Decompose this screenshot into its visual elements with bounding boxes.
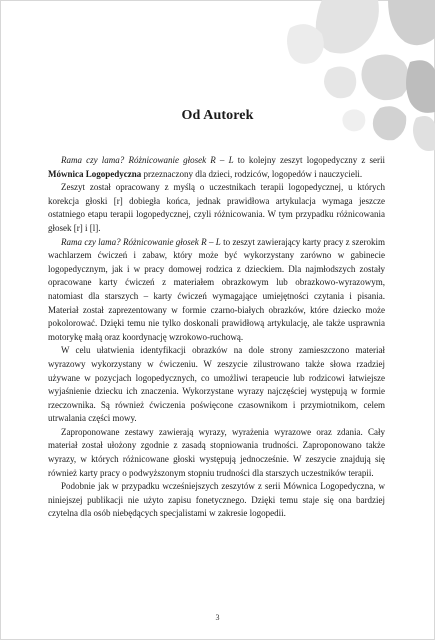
paragraph-3	[48, 236, 385, 345]
paragraph-text: przeznaczony dla dzieci, rodziców, logopedów i nauczycieli.	[141, 168, 363, 179]
paragraph-6: Podobnie jak w przypadku wcześniejszych zeszytów z serii Mównica Logopedyczna, w niniejszej publikacji nie użyto zapisu fonetycznego. Dzięki temu staje się ona bardziej czytelna dla osób niebędących specjalistami w zakresie logopedii.	[48, 481, 385, 519]
page-title: Od Autorek	[181, 108, 254, 123]
leaf-shape	[316, 0, 379, 54]
paragraph-1	[48, 154, 385, 181]
leaf-shape	[324, 66, 356, 98]
page-number: 3	[215, 613, 220, 622]
paragraph-5: Zaproponowane zestawy zawierają wyrazy, wyrażenia wyrazowe oraz zdania. Cały materiał został ułożony zgodnie z zasadą stopniowania trudności. Zaproponowano także wyrazy, w których różnicowane głoski występują jednocześnie. W zeszycie znajdują się również karty pracy o podwyższonym stopniu trudności dla starszych uczestników terapii.	[48, 426, 385, 478]
decorative-leaf-shapes	[270, 0, 435, 160]
leaf-shape	[361, 54, 409, 100]
paragraph-text: to kolejny zeszyt logopedyczny z serii	[233, 155, 385, 165]
book-title-italic: Rama czy lama? Różnicowanie głosek R – L	[61, 155, 234, 165]
body-text	[48, 154, 385, 521]
leaf-shape	[406, 60, 435, 113]
book-title-italic: Rama czy lama? Różnicowanie głosek R – L	[61, 236, 221, 247]
paragraph-text: to zeszyt zawierający karty pracy z szerokim wachlarzem ćwiczeń i zabaw, który może być wykorzystany zarówno w gabinecie logopedycznym, jak i w pracy domowej rodzica z dzieckiem. Dla najmłodszych zostały opracowane karty ćwiczeń z materiałem obrazkowym lub obrazkowo-wyrazowym, natomiast dla starszych – karty ćwiczeń wymagające umiejętności czytania i pisania. Materiał został zaprezentowany w formie czarno-białych obrazków, które dziecko może pokolorować. Dzięki temu nie tylko doskonali prawidłową artykulację, ale także usprawnia motorykę małą oraz koordynację wzrokowo-ruchową.	[48, 236, 385, 342]
series-name-bold: Mównica Logopedyczna	[48, 168, 142, 179]
paragraph-4: W celu ułatwienia identyfikacji obrazków na dole strony zamieszczono materiał wyrazowy wykorzystany w ćwiczeniu. W zeszycie zilustrowano także słowa rzadziej używane w pozycjach logopedycznych, co umożliwi terapeucie lub rodzicowi łatwiejsze wyjaśnienie dziecku ich znaczenia. Wykorzystane wyrazy najczęściej występują w formie rzeczownika. Są również ćwiczenia poświęcone czasownikom i przymiotnikom, celem utrwalania części mowy.	[48, 345, 385, 424]
leaf-shape	[388, 0, 435, 45]
paragraph-2: Zeszyt został opracowany z myślą o uczestnikach terapii logopedycznej, u których korekcja głoski [r] dobiegła końca, jednak prawidłowa artykulacja wymaga jeszcze ostatniego etapu terapii logopedycznej, czyli różnicowania. W tym przypadku różnicowania głosek [r] i [l].	[48, 182, 385, 233]
